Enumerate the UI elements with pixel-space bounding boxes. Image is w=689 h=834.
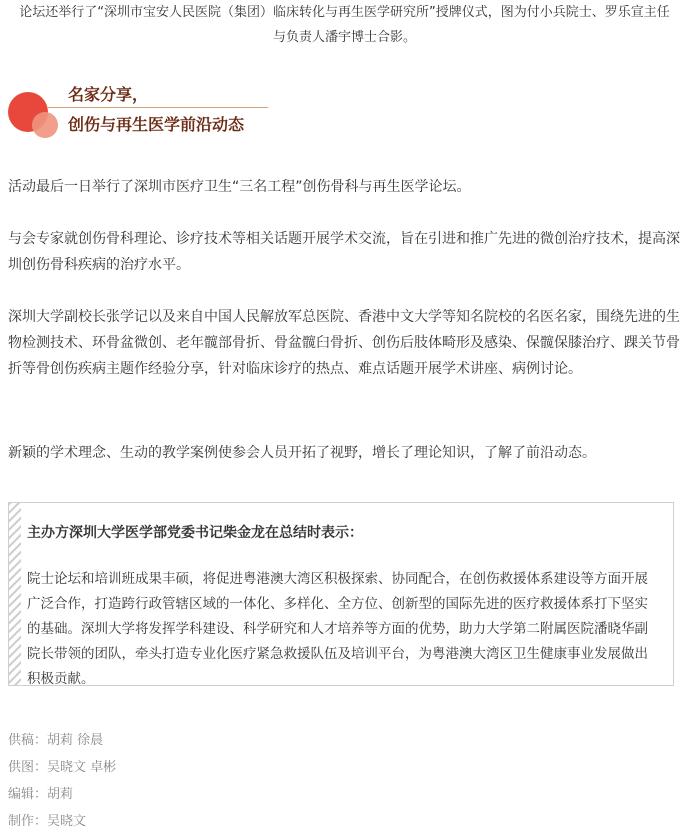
quote-text: 院士论坛和培训班成果丰硕，将促进粤港澳大湾区积极探索、协同配合，在创伤救援体系建设等方面开展广泛合作，打造跨行政管辖区域的一体化、多样化、全方位、创新型的国际先进的医疗救援体系打下坚实的基础。深圳大学将发挥学科建设、科学研究和人才培养等方面的优势，助力大学第二附属医院潘晓华副院长带领的团队，牵头打造专业化医疗紧急救援队伍及培训平台，为粤港澳大湾区卫生健康事业发展做出积极贡献。 xyxy=(27,571,648,687)
heading-divider xyxy=(48,107,268,108)
section-heading xyxy=(8,84,278,144)
paragraph-2: 与会专家就创伤骨科理论、诊疗技术等相关话题开展学术交流，旨在引进和推广先进的微创治疗技术，提高深圳创伤骨科疾病的治疗水平。 xyxy=(8,231,680,273)
paragraph-1: 活动最后一日举行了深圳市医疗卫生“三名工程”创伤骨科与再生医学论坛。 xyxy=(8,179,471,195)
section-title-line-1: 名家分享， xyxy=(68,85,149,104)
paragraph-4: 新颖的学术理念、生动的教学案例使参会人员开拓了视野，增长了理论知识，了解了前沿动态。 xyxy=(8,445,596,461)
decor-circle-small-icon xyxy=(32,112,58,138)
paragraph-3: 深圳大学副校长张学记以及来自中国人民解放军总医院、香港中文大学等知名院校的名医名家，围绕先进的生物检测技术、环骨盆微创、老年髋部骨折、骨盆髋臼骨折、创伤后肢体畸形及感染、保髋保膝治疗、踝关节骨折等骨创伤疾病主题作经验分享，针对临床诊疗的热点、难点话题开展学术讲座、病例讨论。 xyxy=(8,309,680,377)
photo-caption xyxy=(0,0,689,50)
caption-line-1: 论坛还举行了“深圳市宝安人民医院（集团）临床转化与再生医学研究所”授牌仪式，图为付小兵院士、罗乐宣主任 xyxy=(19,5,670,20)
quote-title: 主办方深圳大学医学部党委书记柴金龙在总结时表示： xyxy=(27,525,363,541)
quote-box xyxy=(8,502,674,686)
quote-stripe-decor xyxy=(9,503,21,685)
credit-writer: 供稿：胡莉 徐晨 xyxy=(8,733,104,748)
caption-line-2: 与负责人潘宇博士合影。 xyxy=(272,30,416,45)
credit-editor: 编辑：胡莉 xyxy=(8,787,74,802)
credit-producer: 制作：吴晓文 xyxy=(8,814,87,829)
section-title-line-2: 创伤与再生医学前沿动态 xyxy=(68,115,245,134)
credit-photo: 供图：吴晓文 卓彬 xyxy=(8,760,117,775)
